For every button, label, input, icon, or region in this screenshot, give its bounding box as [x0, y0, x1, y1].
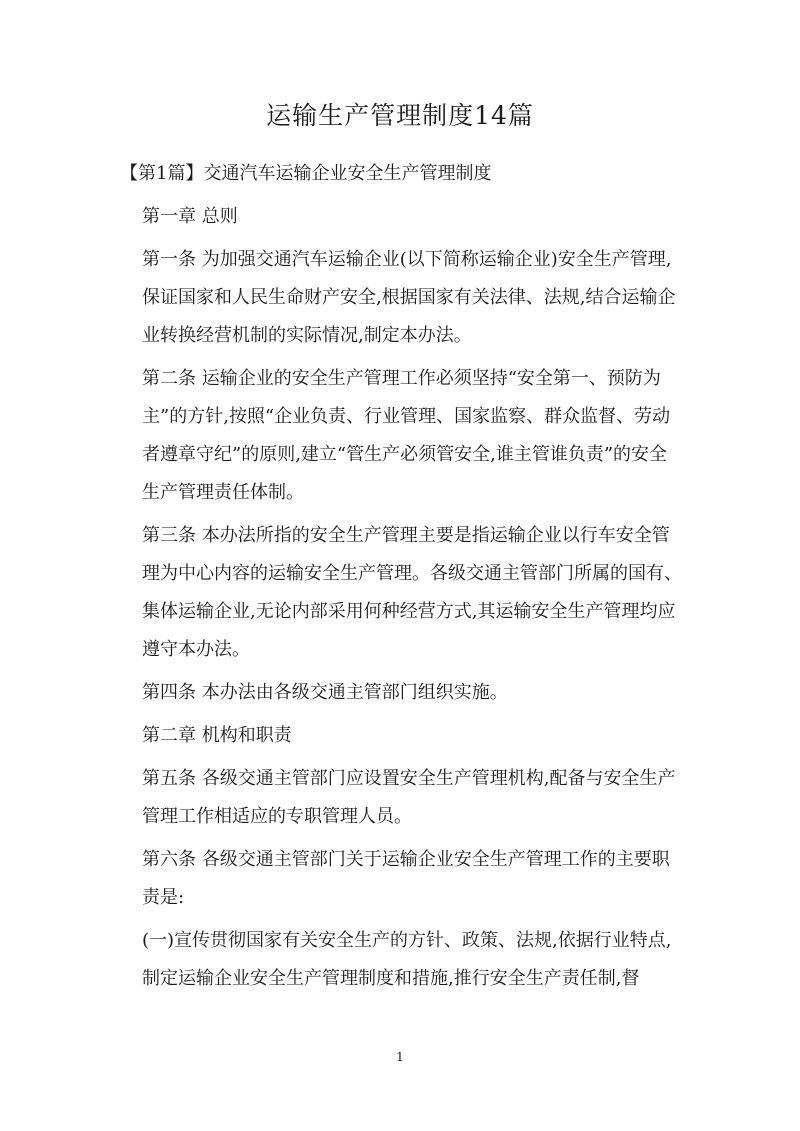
page-number: 1: [396, 1050, 404, 1064]
document-body: [120, 155, 682, 1003]
paragraph: 第一条 为加强交通汽车运输企业(以下简称运输企业)安全生产管理,保证国家和人民生命财产安全,根据国家有关法律、法规,结合运输企业转换经营机制的实际情况,制定本办法。: [142, 249, 676, 346]
chapter-heading: 第一章 总则: [142, 206, 238, 227]
chapter-heading: 第二章 机构和职责: [142, 725, 292, 746]
paragraph: 第五条 各级交通主管部门应设置安全生产管理机构,配备与安全生产管理工作相适应的专职管理人员。: [142, 768, 676, 827]
document-title: 运输生产管理制度14篇: [266, 101, 534, 130]
paragraph: 第二条 运输企业的安全生产管理工作必须坚持“安全第一、预防为主”的方针,按照“企业负责、行业管理、国家监察、群众监督、劳动者遵章守纪”的原则,建立“管生产必须管安全,谁主管谁负责”的安全生产管理责任体制。: [142, 368, 671, 503]
paragraph: 第四条 本办法由各级交通主管部门组织实施。: [142, 682, 508, 703]
paragraph: 第六条 各级交通主管部门关于运输企业安全生产管理工作的主要职责是:: [142, 849, 670, 908]
section-heading: 【第1篇】交通汽车运输企业安全生产管理制度: [120, 163, 492, 184]
paragraph: 第三条 本办法所指的安全生产管理主要是指运输企业以行车安全管理为中心内容的运输安全生产管理。各级交通主管部门所属的国有、集体运输企业,无论内部采用何种经营方式,其运输安全生产管理均应遵守本办法。: [142, 525, 682, 660]
paragraph: (一)宣传贯彻国家有关安全生产的方针、政策、法规,依据行业特点,制定运输企业安全生产管理制度和措施,推行安全生产责任制,督: [142, 930, 672, 989]
